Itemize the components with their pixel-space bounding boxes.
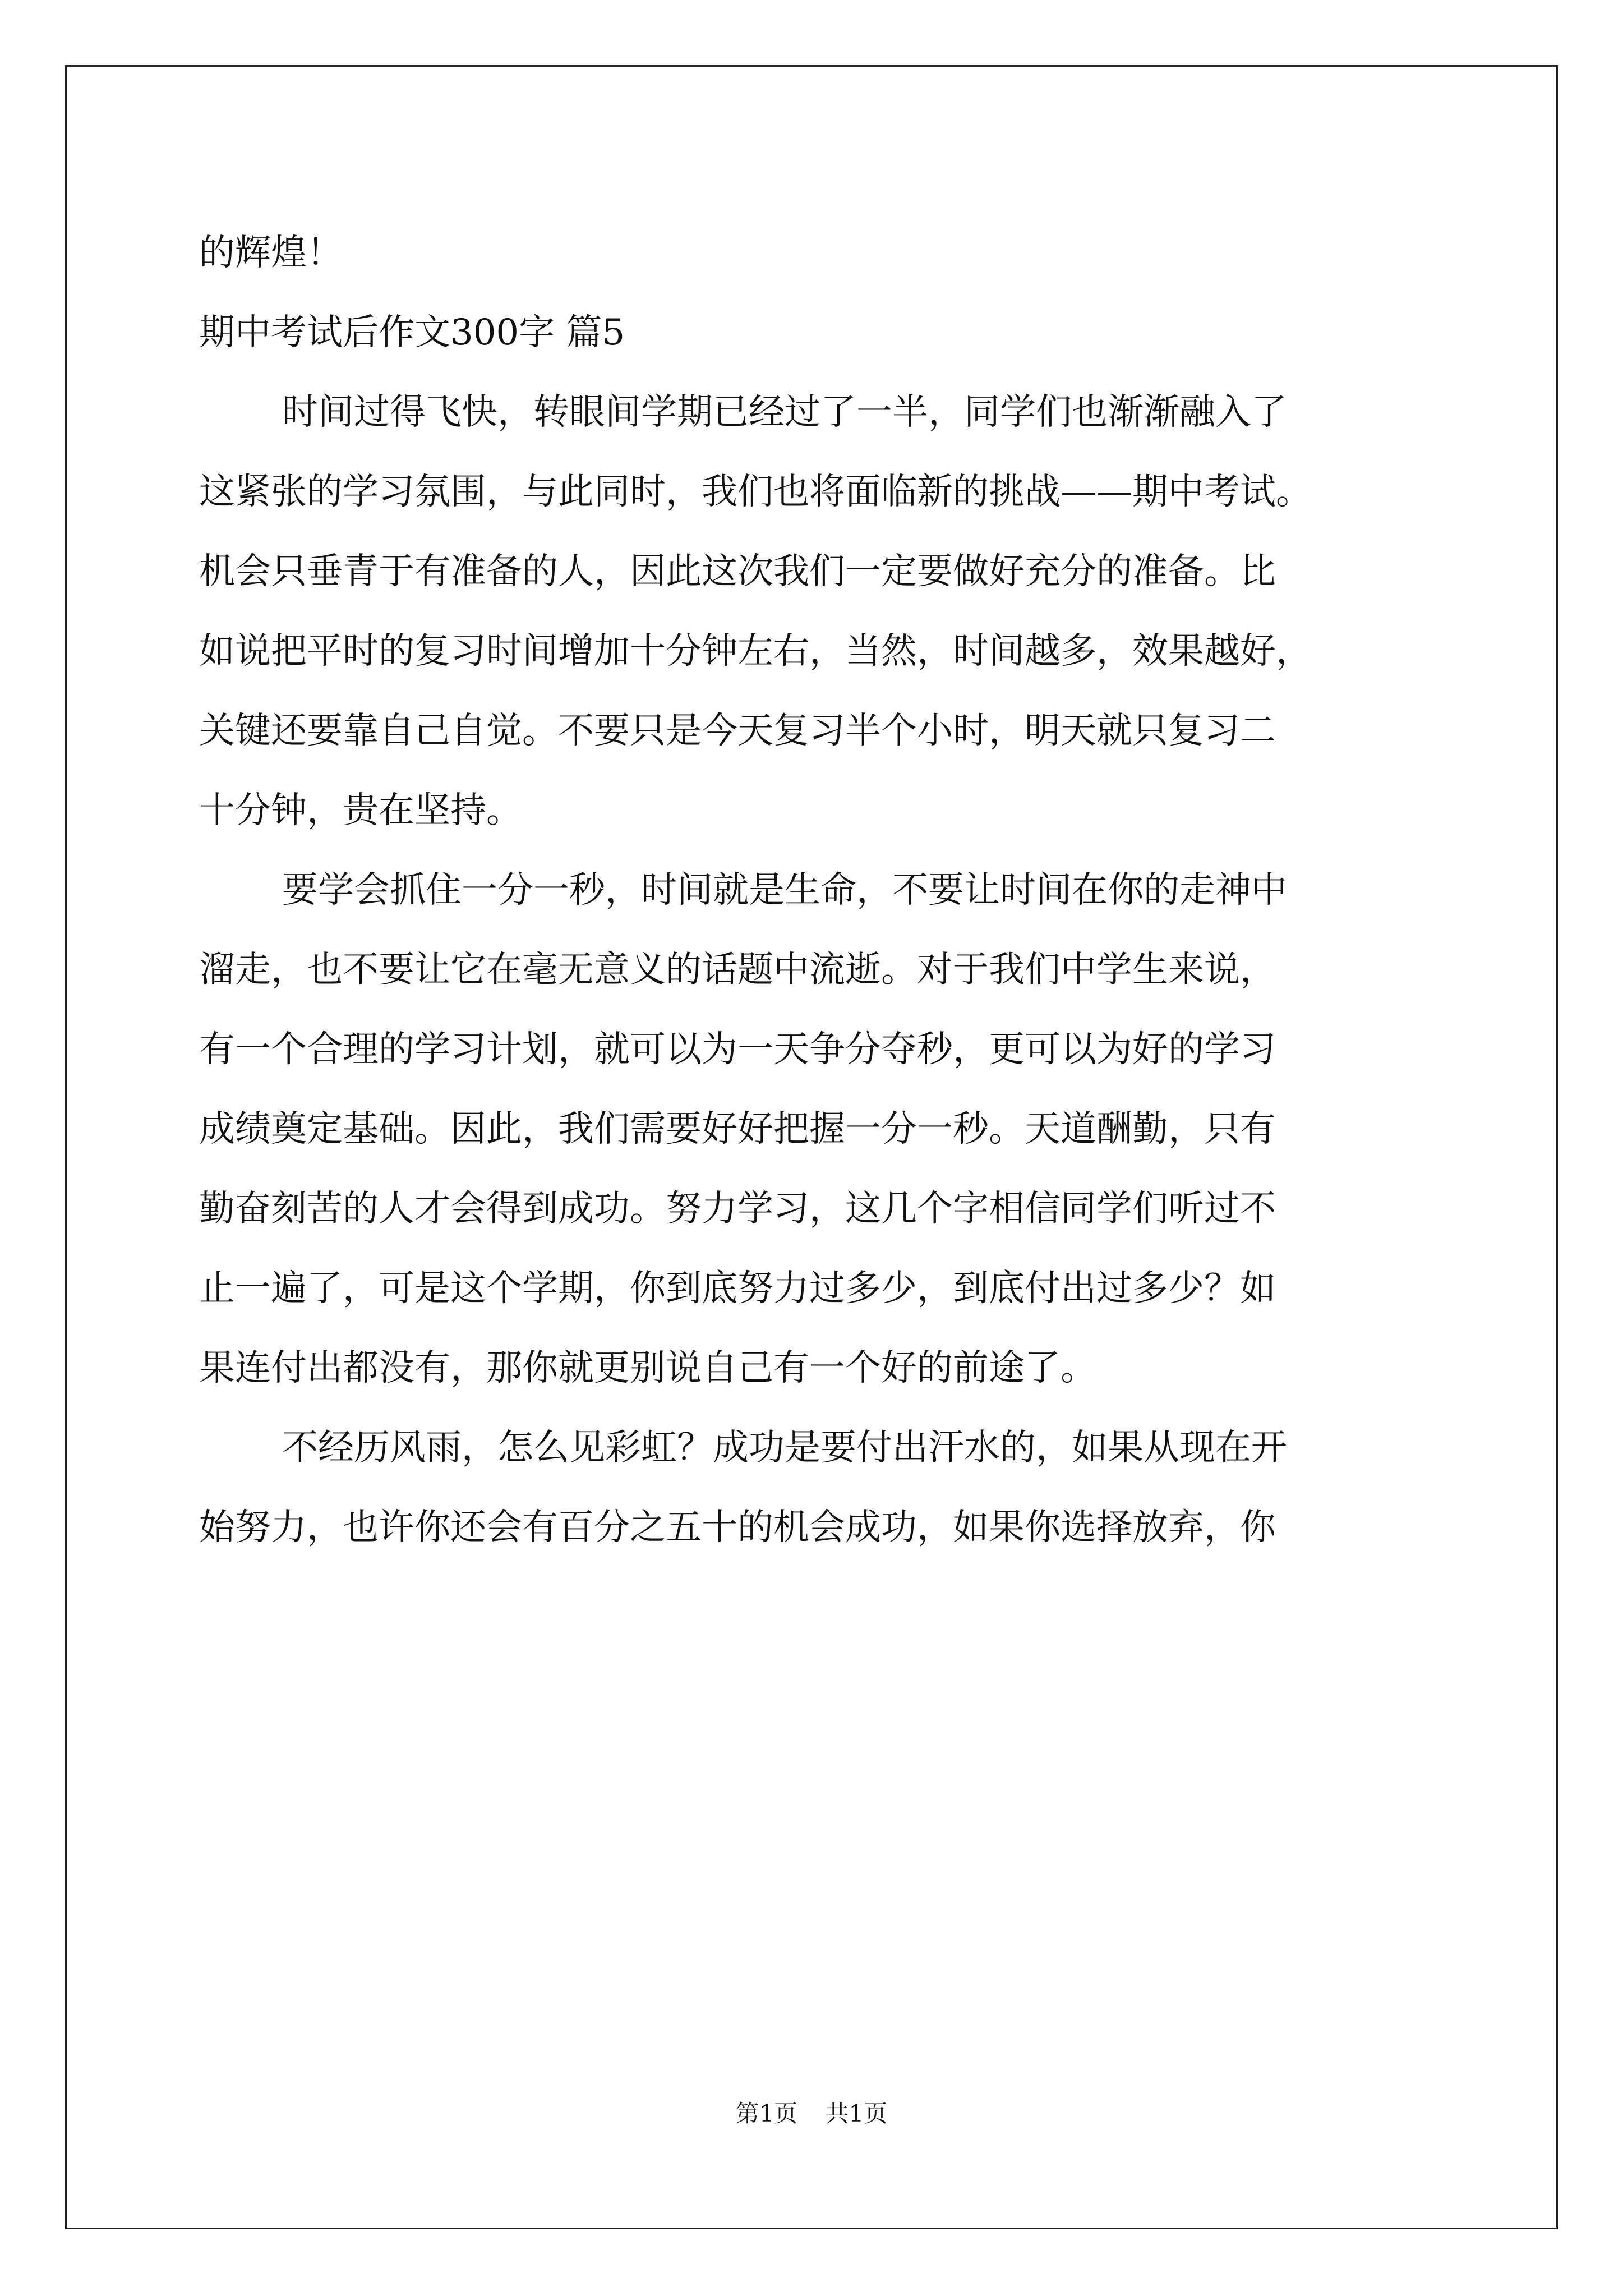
paragraph-1-line: 机会只垂青于有准备的人，因此这次我们一定要做好充分的准备。比 xyxy=(199,551,1276,592)
paragraph-2-line: 勤奋刻苦的人才会得到成功。努力学习，这几个字相信同学们听过不 xyxy=(199,1188,1276,1230)
page-footer xyxy=(0,2095,1623,2129)
paragraph-1-line: 十分钟，贵在坚持。 xyxy=(199,790,522,831)
paragraph-1-line: 这紧张的学习氛围，与此同时，我们也将面临新的挑战——期中考试。 xyxy=(199,471,1312,513)
paragraph-2-line: 要学会抓住一分一秒，时间就是生命，不要让时间在你的走神中 xyxy=(282,869,1287,911)
paragraph-3-line: 始努力，也许你还会有百分之五十的机会成功，如果你选择放弃，你 xyxy=(199,1507,1276,1548)
document-body xyxy=(199,213,1433,1567)
paragraph-2-line: 成绩奠定基础。因此，我们需要好好把握一分一秒。天道酬勤，只有 xyxy=(199,1108,1276,1150)
text-line: 的辉煌！ xyxy=(199,232,343,274)
paragraph-2-line: 止一遍了，可是这个学期，你到底努力过多少，到底付出过多少？如 xyxy=(199,1268,1276,1309)
paragraph-1-line: 关键还要靠自己自觉。不要只是今天复习半个小时，明天就只复习二 xyxy=(199,710,1276,752)
paragraph-3-line: 不经历风雨，怎么见彩虹？成功是要付出汗水的，如果从现在开 xyxy=(282,1427,1287,1469)
paragraph-2-line: 果连付出都没有，那你就更别说自己有一个好的前途了。 xyxy=(199,1347,1096,1389)
page-number: 第1页 xyxy=(735,2100,798,2127)
page-total: 共1页 xyxy=(825,2100,888,2127)
paragraph-2-line: 有一个合理的学习计划，就可以为一天争分夺秒，更可以为好的学习 xyxy=(199,1029,1276,1070)
paragraph-1-line: 如说把平时的复习时间增加十分钟左右，当然，时间越多，效果越好， xyxy=(199,631,1312,672)
paragraph-1-line: 时间过得飞快，转眼间学期已经过了一半，同学们也渐渐融入了 xyxy=(282,392,1287,433)
section-heading: 期中考试后作文300字 篇5 xyxy=(199,312,625,353)
paragraph-2-line: 溜走，也不要让它在毫无意义的话题中流逝。对于我们中学生来说， xyxy=(199,949,1276,991)
